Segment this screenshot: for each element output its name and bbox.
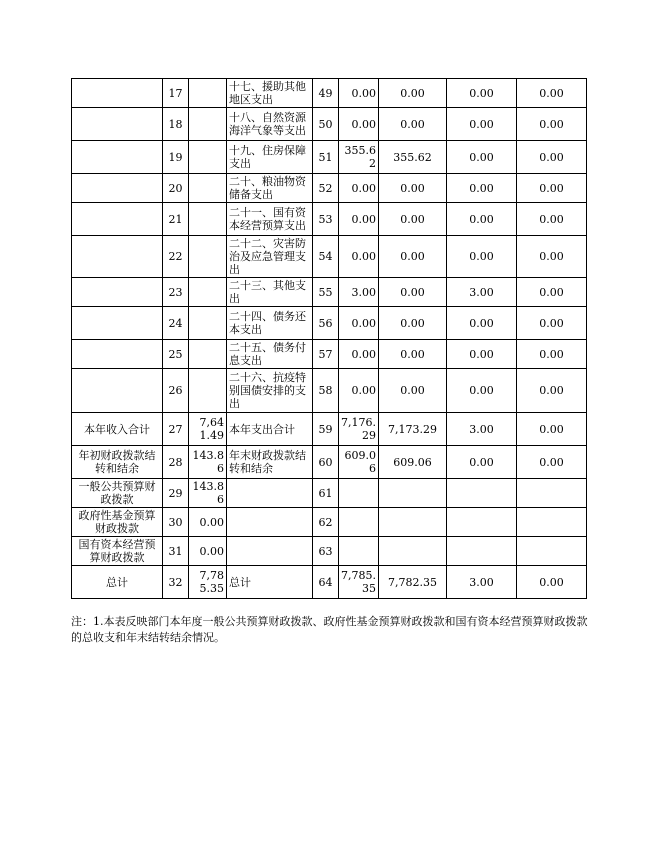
income-label: 一般公共预算财政拨款: [72, 479, 163, 508]
gov-fund-amount: [447, 508, 517, 537]
general-budget-amount: 0.00: [379, 203, 447, 236]
income-label: [72, 203, 163, 236]
state-capital-amount: 0.00: [517, 340, 587, 369]
table-body: [72, 79, 587, 599]
state-capital-amount: 0.00: [517, 203, 587, 236]
expense-row-number: 57: [313, 340, 339, 369]
expense-row-number: 50: [313, 108, 339, 141]
income-row-number: 24: [163, 307, 189, 340]
table-row: [72, 141, 587, 174]
expense-row-number: 54: [313, 236, 339, 278]
income-row-number: 28: [163, 446, 189, 479]
gov-fund-amount: 0.00: [447, 141, 517, 174]
general-budget-amount: 7,782.35: [379, 566, 447, 599]
gov-fund-amount: 3.00: [447, 278, 517, 307]
general-budget-amount: 355.62: [379, 141, 447, 174]
income-label: [72, 369, 163, 413]
income-amount: 0.00: [189, 537, 227, 566]
table-row: [72, 413, 587, 446]
expense-label: [227, 508, 313, 537]
income-amount: [189, 340, 227, 369]
income-row-number: 20: [163, 174, 189, 203]
income-label: [72, 108, 163, 141]
state-capital-amount: 0.00: [517, 236, 587, 278]
table-row: [72, 203, 587, 236]
income-amount: [189, 278, 227, 307]
state-capital-amount: [517, 537, 587, 566]
table-row: [72, 79, 587, 108]
general-budget-amount: 0.00: [379, 340, 447, 369]
general-budget-amount: 0.00: [379, 369, 447, 413]
expense-total: 7,176.29: [339, 413, 379, 446]
income-row-number: 21: [163, 203, 189, 236]
expense-row-number: 59: [313, 413, 339, 446]
table-row: [72, 278, 587, 307]
expense-row-number: 58: [313, 369, 339, 413]
general-budget-amount: [379, 537, 447, 566]
expense-row-number: 64: [313, 566, 339, 599]
income-row-number: 22: [163, 236, 189, 278]
gov-fund-amount: 0.00: [447, 79, 517, 108]
income-amount: 7,641.49: [189, 413, 227, 446]
income-amount: 0.00: [189, 508, 227, 537]
state-capital-amount: 0.00: [517, 278, 587, 307]
income-amount: [189, 307, 227, 340]
general-budget-amount: 7,173.29: [379, 413, 447, 446]
expense-label: 二十、粮油物资储备支出: [227, 174, 313, 203]
general-budget-amount: [379, 508, 447, 537]
expense-row-number: 61: [313, 479, 339, 508]
income-row-number: 17: [163, 79, 189, 108]
expense-total: 0.00: [339, 203, 379, 236]
state-capital-amount: 0.00: [517, 566, 587, 599]
expense-total: 0.00: [339, 79, 379, 108]
income-row-number: 27: [163, 413, 189, 446]
table-row: [72, 307, 587, 340]
income-amount: 7,785.35: [189, 566, 227, 599]
income-row-number: 30: [163, 508, 189, 537]
expense-total: [339, 537, 379, 566]
expense-row-number: 51: [313, 141, 339, 174]
income-amount: 143.86: [189, 446, 227, 479]
general-budget-amount: 0.00: [379, 278, 447, 307]
general-budget-amount: 0.00: [379, 307, 447, 340]
income-amount: [189, 369, 227, 413]
expense-total: [339, 479, 379, 508]
income-amount: 143.86: [189, 479, 227, 508]
income-row-number: 32: [163, 566, 189, 599]
general-budget-amount: 0.00: [379, 79, 447, 108]
table-row: [72, 446, 587, 479]
gov-fund-amount: 0.00: [447, 307, 517, 340]
expense-total: 355.62: [339, 141, 379, 174]
income-amount: [189, 236, 227, 278]
income-label: 国有资本经营预算财政拨款: [72, 537, 163, 566]
income-label: 政府性基金预算财政拨款: [72, 508, 163, 537]
gov-fund-amount: 0.00: [447, 446, 517, 479]
gov-fund-amount: 3.00: [447, 413, 517, 446]
general-budget-amount: 0.00: [379, 174, 447, 203]
state-capital-amount: 0.00: [517, 307, 587, 340]
table-row: [72, 537, 587, 566]
income-label: 年初财政拨款结转和结余: [72, 446, 163, 479]
expense-row-number: 60: [313, 446, 339, 479]
expense-label: 二十五、债务付息支出: [227, 340, 313, 369]
income-row-number: 18: [163, 108, 189, 141]
expense-row-number: 56: [313, 307, 339, 340]
expense-total: 0.00: [339, 340, 379, 369]
expense-total: 0.00: [339, 236, 379, 278]
income-row-number: 29: [163, 479, 189, 508]
expense-total: 0.00: [339, 369, 379, 413]
state-capital-amount: [517, 508, 587, 537]
gov-fund-amount: [447, 479, 517, 508]
income-label: 本年收入合计: [72, 413, 163, 446]
table-row: [72, 508, 587, 537]
state-capital-amount: 0.00: [517, 446, 587, 479]
income-label: [72, 141, 163, 174]
income-label: [72, 278, 163, 307]
table-row: [72, 174, 587, 203]
income-label: [72, 340, 163, 369]
table-row: [72, 108, 587, 141]
income-label: [72, 174, 163, 203]
income-label: [72, 79, 163, 108]
table-row: [72, 566, 587, 599]
income-amount: [189, 79, 227, 108]
income-amount: [189, 203, 227, 236]
expense-total: 0.00: [339, 307, 379, 340]
state-capital-amount: [517, 479, 587, 508]
income-label: [72, 307, 163, 340]
expense-total: 0.00: [339, 108, 379, 141]
expense-total: [339, 508, 379, 537]
expense-total: 0.00: [339, 174, 379, 203]
income-row-number: 19: [163, 141, 189, 174]
table-note: 注：1.本表反映部门本年度一般公共预算财政拨款、政府性基金预算财政拨款和国有资本经营预算财政拨款的总收支和年末结转结余情况。: [71, 615, 588, 644]
income-row-number: 23: [163, 278, 189, 307]
table-row: [72, 340, 587, 369]
expense-row-number: 55: [313, 278, 339, 307]
gov-fund-amount: [447, 537, 517, 566]
income-row-number: 31: [163, 537, 189, 566]
state-capital-amount: 0.00: [517, 174, 587, 203]
expense-row-number: 62: [313, 508, 339, 537]
gov-fund-amount: 0.00: [447, 236, 517, 278]
expense-row-number: 63: [313, 537, 339, 566]
expense-label: [227, 537, 313, 566]
gov-fund-amount: 0.00: [447, 174, 517, 203]
gov-fund-amount: 0.00: [447, 340, 517, 369]
general-budget-amount: [379, 479, 447, 508]
table-row: [72, 479, 587, 508]
state-capital-amount: 0.00: [517, 79, 587, 108]
expense-label: 二十二、灾害防治及应急管理支出: [227, 236, 313, 278]
expense-label: 二十六、抗疫特别国债安排的支出: [227, 369, 313, 413]
general-budget-amount: 0.00: [379, 108, 447, 141]
expense-row-number: 52: [313, 174, 339, 203]
income-row-number: 26: [163, 369, 189, 413]
expense-total: 609.06: [339, 446, 379, 479]
expense-label: 本年支出合计: [227, 413, 313, 446]
income-amount: [189, 108, 227, 141]
table-row: [72, 369, 587, 413]
appropriation-table: [71, 78, 587, 599]
income-label: [72, 236, 163, 278]
expense-label: 二十四、债务还本支出: [227, 307, 313, 340]
gov-fund-amount: 0.00: [447, 108, 517, 141]
income-label: 总计: [72, 566, 163, 599]
state-capital-amount: 0.00: [517, 108, 587, 141]
state-capital-amount: 0.00: [517, 413, 587, 446]
gov-fund-amount: 0.00: [447, 203, 517, 236]
expense-label: 年末财政拨款结转和结余: [227, 446, 313, 479]
gov-fund-amount: 3.00: [447, 566, 517, 599]
expense-label: 十八、自然资源海洋气象等支出: [227, 108, 313, 141]
state-capital-amount: 0.00: [517, 141, 587, 174]
gov-fund-amount: 0.00: [447, 369, 517, 413]
table-row: [72, 236, 587, 278]
expense-label: 二十三、其他支出: [227, 278, 313, 307]
income-row-number: 25: [163, 340, 189, 369]
state-capital-amount: 0.00: [517, 369, 587, 413]
expense-label: 十九、住房保障支出: [227, 141, 313, 174]
expense-total: 7,785.35: [339, 566, 379, 599]
expense-label: 二十一、国有资本经营预算支出: [227, 203, 313, 236]
expense-label: [227, 479, 313, 508]
expense-row-number: 49: [313, 79, 339, 108]
expense-total: 3.00: [339, 278, 379, 307]
income-amount: [189, 141, 227, 174]
general-budget-amount: 0.00: [379, 236, 447, 278]
general-budget-amount: 609.06: [379, 446, 447, 479]
expense-label: 十七、援助其他地区支出: [227, 79, 313, 108]
income-amount: [189, 174, 227, 203]
expense-label: 总计: [227, 566, 313, 599]
expense-row-number: 53: [313, 203, 339, 236]
